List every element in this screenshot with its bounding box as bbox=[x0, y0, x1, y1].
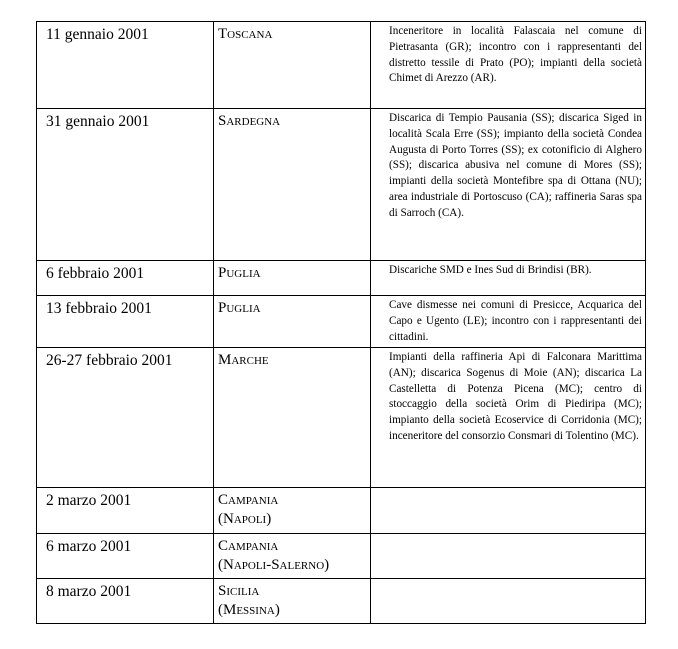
visit-description bbox=[371, 488, 646, 534]
region-name: Toscana bbox=[218, 26, 273, 42]
visit-date: 26-27 febbraio 2001 bbox=[37, 348, 214, 488]
region-name: Campania bbox=[218, 538, 279, 554]
table-row bbox=[37, 109, 646, 261]
region-name: Marche bbox=[218, 352, 269, 368]
visit-date: 6 marzo 2001 bbox=[37, 534, 214, 579]
region-name: Puglia bbox=[218, 265, 261, 281]
visit-region bbox=[214, 488, 371, 534]
visit-region bbox=[214, 109, 371, 261]
inspection-visits-table bbox=[36, 21, 646, 624]
visit-date: 13 febbraio 2001 bbox=[37, 296, 214, 348]
visit-description: Cave dismesse nei comuni di Presicce, Acquarica del Capo e Ugento (LE); incontro con i rappresentanti dei cittadini. bbox=[371, 296, 646, 348]
table-row bbox=[37, 296, 646, 348]
visit-region bbox=[214, 534, 371, 579]
visit-description bbox=[371, 579, 646, 624]
visit-description: Discariche SMD e Ines Sud di Brindisi (BR). bbox=[371, 261, 646, 296]
visit-description: Discarica di Tempio Pausania (SS); discarica Siged in località Scala Erre (SS); impianto della società Condea Augusta di Porto Torres (SS); ex cotonificio di Alghero (SS); discarica abusiva nel comune di Mores (SS); impianti della società Montefibre spa di Ottana (NU); area industriale di Portoscuso (CA); raffineria Saras spa di Sarroch (CA). bbox=[371, 109, 646, 261]
table-row bbox=[37, 534, 646, 579]
region-name: Sardegna bbox=[218, 113, 281, 129]
visit-region bbox=[214, 296, 371, 348]
visit-date: 31 gennaio 2001 bbox=[37, 109, 214, 261]
region-name: Sicilia bbox=[218, 583, 260, 599]
table-row bbox=[37, 488, 646, 534]
region-subarea: (Napoli) bbox=[218, 511, 272, 527]
visit-region bbox=[214, 261, 371, 296]
visit-date: 11 gennaio 2001 bbox=[37, 22, 214, 109]
table-row bbox=[37, 22, 646, 109]
visit-date: 6 febbraio 2001 bbox=[37, 261, 214, 296]
table-row bbox=[37, 348, 646, 488]
visit-region bbox=[214, 579, 371, 624]
table-row bbox=[37, 579, 646, 624]
table-row bbox=[37, 261, 646, 296]
region-name: Puglia bbox=[218, 300, 261, 316]
visit-date: 2 marzo 2001 bbox=[37, 488, 214, 534]
visit-description: Inceneritore in località Falascaia nel comune di Pietrasanta (GR); incontro con i rappresentanti del distretto tessile di Prato (PO); impianti della società Chimet di Arezzo (AR). bbox=[371, 22, 646, 109]
visit-description bbox=[371, 534, 646, 579]
region-subarea: (Messina) bbox=[218, 602, 280, 618]
region-subarea: (Napoli-Salerno) bbox=[218, 557, 330, 573]
visit-description: Impianti della raffineria Api di Falconara Marittima (AN); discarica Sogenus di Moie (AN); discarica La Castelletta di Potenza Picena (MC); centro di stoccaggio della società Orim di Piediripa (MC); impianto della società Ecoservice di Corridonia (MC); inceneritore del consorzio Consmari di Tolentino (MC). bbox=[371, 348, 646, 488]
visit-region bbox=[214, 348, 371, 488]
visit-date: 8 marzo 2001 bbox=[37, 579, 214, 624]
region-name: Campania bbox=[218, 492, 279, 508]
visit-region bbox=[214, 22, 371, 109]
